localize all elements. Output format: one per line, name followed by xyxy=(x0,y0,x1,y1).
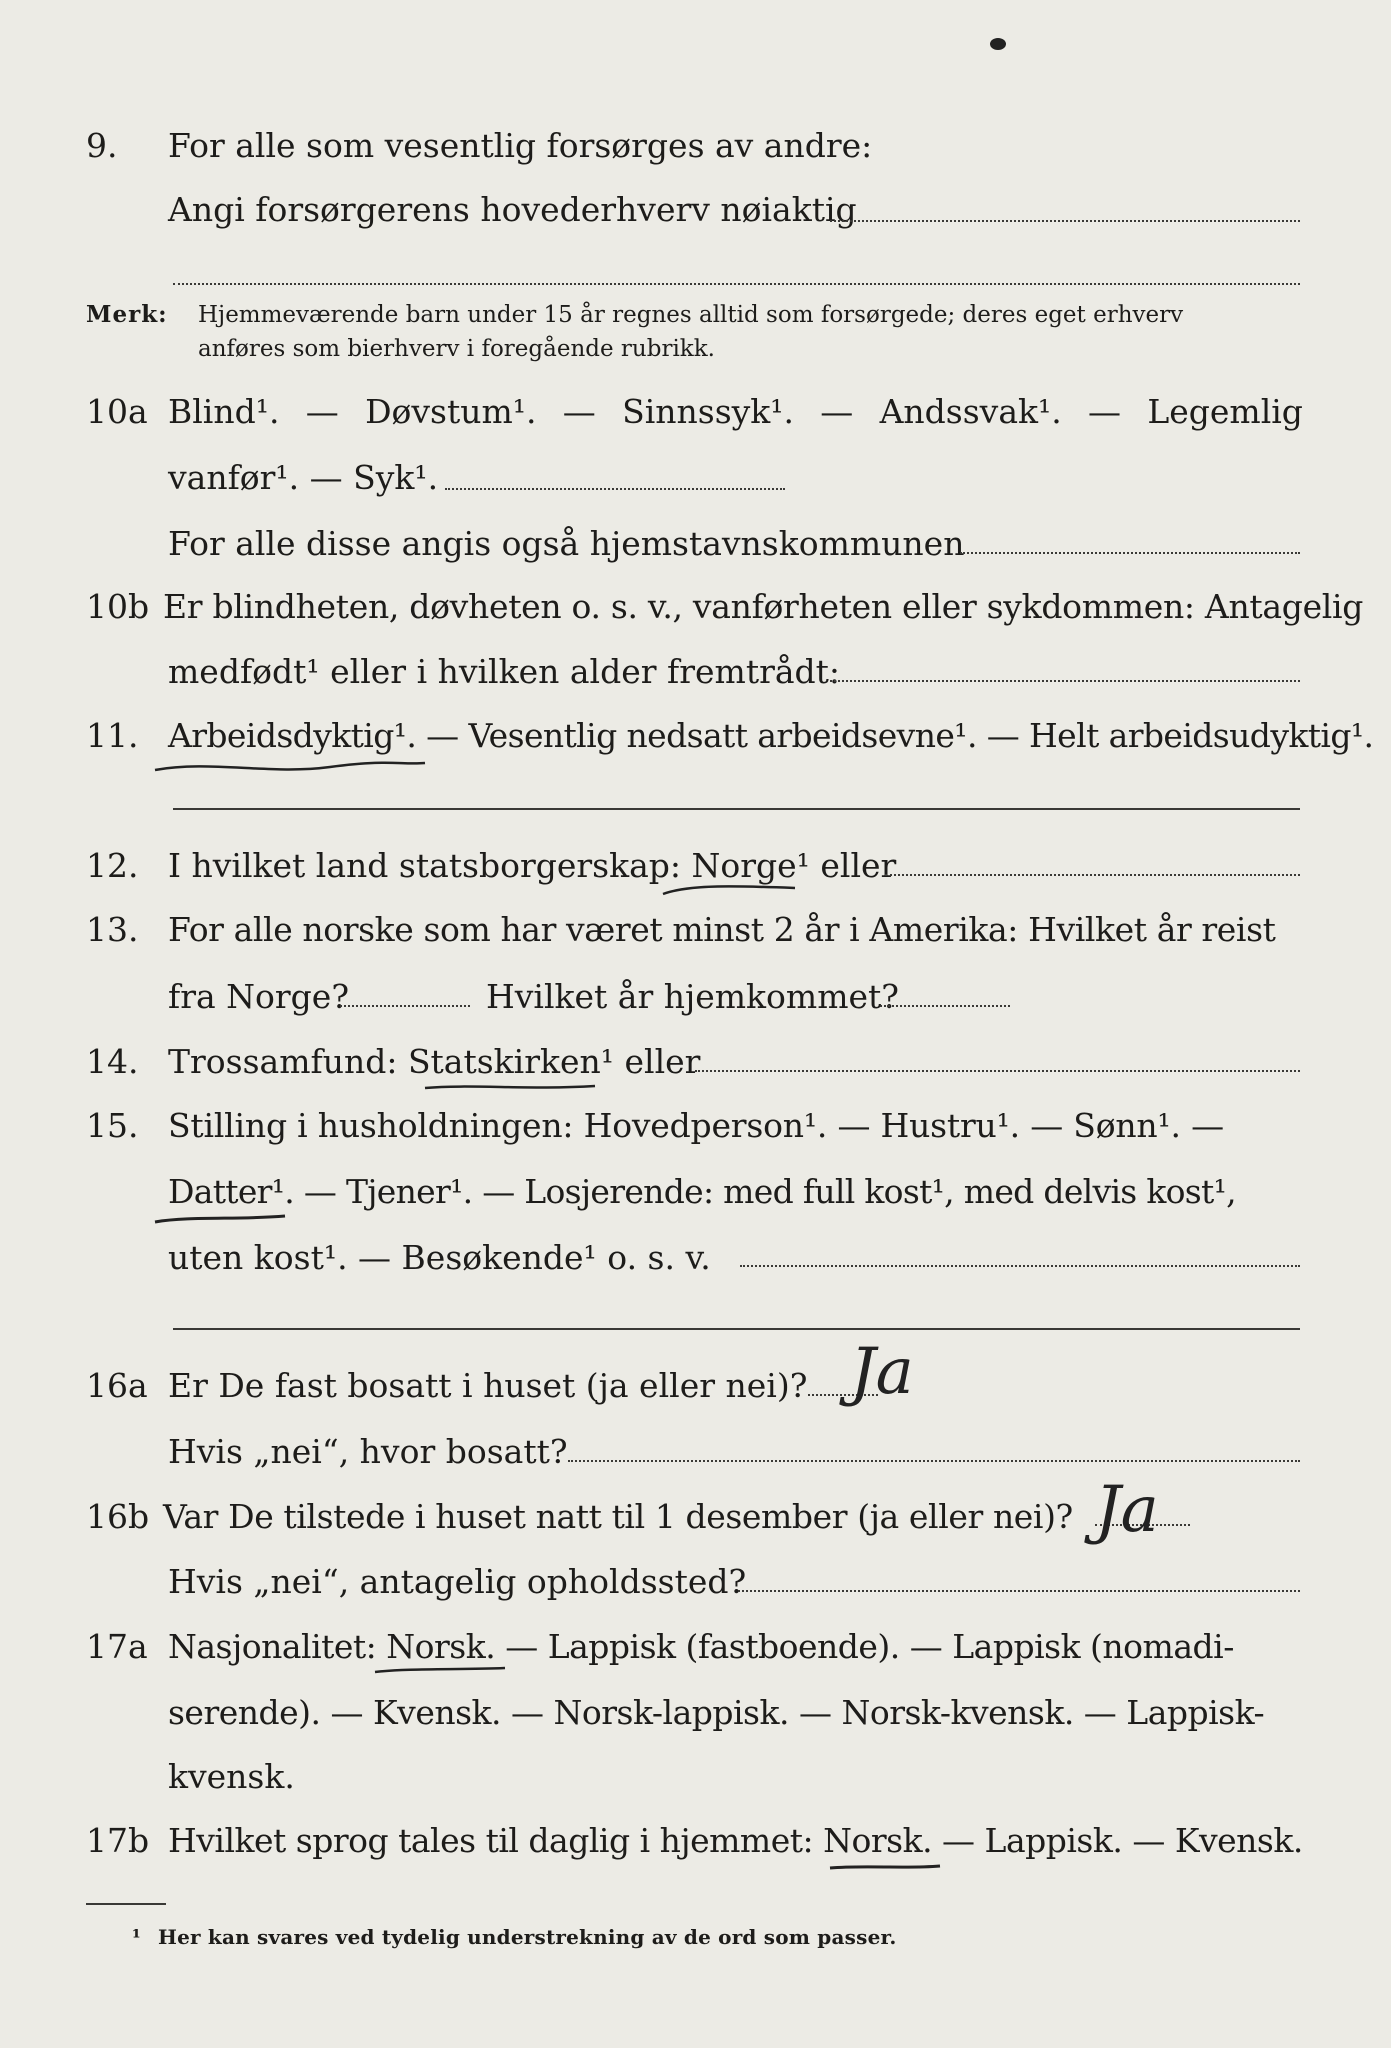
q10a-answer-field[interactable] xyxy=(445,488,785,490)
merk-label: Merk: xyxy=(86,301,168,328)
q11-separator xyxy=(173,808,1300,810)
footnote-rule xyxy=(86,1903,166,1905)
q9-answer-field[interactable] xyxy=(830,220,1300,222)
q15-text-3: uten kost¹. — Besøkende¹ o. s. v. xyxy=(168,1238,711,1277)
q10a-word-dovstum: Døvstum¹. xyxy=(365,392,537,431)
q14-underline-mark xyxy=(420,1078,600,1098)
q10a-word-blind: Blind¹. xyxy=(168,392,280,431)
q10a-text xyxy=(168,390,1303,434)
q15-text: Stilling i husholdningen: Hovedperson¹. — Hustru¹. — Sønn¹. — xyxy=(168,1106,1224,1145)
q16b-text: Var De tilstede i huset natt til 1 desember (ja eller nei)? xyxy=(163,1497,1073,1536)
merk-text-1: Hjemmeværende barn under 15 år regnes alltid som forsørgede; deres eget erhverv xyxy=(198,302,1184,328)
q17a-text: Nasjonalitet: Norsk. — Lappisk (fastboende). — Lappisk (nomadi- xyxy=(168,1627,1234,1666)
q16a-text: Er De fast bosatt i huset (ja eller nei)? xyxy=(168,1366,808,1405)
q17b-underline-mark xyxy=(825,1860,945,1876)
q10b-text-2: medfødt¹ eller i hvilken alder fremtrådt: xyxy=(168,652,841,691)
q12-underline-mark xyxy=(660,880,800,900)
q16b-text-2: Hvis „nei“, antagelig opholdssted? xyxy=(168,1562,747,1601)
q15-number: 15. xyxy=(86,1106,139,1145)
q13-text-2b: Hvilket år hjemkommet? xyxy=(486,977,899,1016)
q13-reist-field[interactable] xyxy=(340,1005,470,1007)
q9-text: For alle som vesentlig forsørges av andre: xyxy=(168,126,873,165)
footnote-text: Her kan svares ved tydelig understrekning av de ord som passer. xyxy=(158,1925,897,1949)
q17b-text: Hvilket sprog tales til daglig i hjemmet: Norsk. — Lappisk. — Kvensk. xyxy=(168,1821,1303,1860)
q15-answer-field[interactable] xyxy=(740,1265,1300,1267)
q10a-word-andssvak: Andssvak¹. xyxy=(879,392,1062,431)
q16a-handwritten-answer: Ja xyxy=(850,1335,914,1409)
q13-text-2a: fra Norge? xyxy=(168,977,350,1016)
footnote-mark: ¹ xyxy=(132,1925,141,1949)
q16b-opholdssted-field[interactable] xyxy=(738,1590,1300,1592)
q9-answer-field-2[interactable] xyxy=(173,283,1300,285)
q10a-text-3: For alle disse angis også hjemstavnskommunen xyxy=(168,524,965,563)
merk-text-2: anføres som bierhverv i foregående rubrikk. xyxy=(198,336,715,362)
q17a-underline-mark xyxy=(370,1660,510,1680)
q17a-text-2: serende). — Kvensk. — Norsk-lappisk. — Norsk-kvensk. — Lappisk- xyxy=(168,1693,1265,1732)
q10a-number: 10a xyxy=(86,392,148,431)
q10a-dash-2: — xyxy=(562,392,596,431)
q16a-text-2: Hvis „nei“, hvor bosatt? xyxy=(168,1432,568,1471)
q12-number: 12. xyxy=(86,846,139,885)
q15-separator xyxy=(173,1328,1300,1330)
q16a-number: 16a xyxy=(86,1366,148,1405)
q17a-number: 17a xyxy=(86,1627,148,1666)
q11-text: Arbeidsdyktig¹. — Vesentlig nedsatt arbeidsevne¹. — Helt arbeidsudyktig¹. xyxy=(168,716,1374,755)
q14-text: Trossamfund: Statskirken¹ eller xyxy=(168,1042,701,1081)
q12-text: I hvilket land statsborgerskap: Norge¹ eller xyxy=(168,846,897,885)
q16a-bosatt-field[interactable] xyxy=(568,1460,1300,1462)
q10b-answer-field[interactable] xyxy=(830,680,1300,682)
q10a-hjemstavn-field[interactable] xyxy=(960,552,1300,554)
q11-underline-mark xyxy=(150,755,430,785)
q15-text-2: Datter¹. — Tjener¹. — Losjerende: med full kost¹, med delvis kost¹, xyxy=(168,1172,1236,1211)
q10a-dash-3: — xyxy=(820,392,854,431)
q11-number: 11. xyxy=(86,716,139,755)
q10a-text-2: vanfør¹. — Syk¹. xyxy=(168,458,439,497)
q17b-number: 17b xyxy=(86,1821,150,1860)
q16b-handwritten-answer: Ja xyxy=(1095,1473,1159,1547)
q10a-word-sinnssyk: Sinnssyk¹. xyxy=(622,392,794,431)
q13-number: 13. xyxy=(86,910,139,949)
q16b-number: 16b xyxy=(86,1497,150,1536)
q10a-word-legemlig: Legemlig xyxy=(1147,392,1303,431)
q13-text: For alle norske som har været minst 2 år i Amerika: Hvilket år reist xyxy=(168,910,1276,949)
q14-answer-field[interactable] xyxy=(695,1070,1300,1072)
q13-hjemkommet-field[interactable] xyxy=(880,1005,1010,1007)
q17a-text-3: kvensk. xyxy=(168,1757,295,1796)
ink-spot xyxy=(990,38,1006,50)
q10b-number: 10b xyxy=(86,587,150,626)
q10b-text: Er blindheten, døvheten o. s. v., vanførheten eller sykdommen: Antagelig xyxy=(163,587,1364,626)
q10a-dash-4: — xyxy=(1088,392,1122,431)
q14-number: 14. xyxy=(86,1042,139,1081)
q15-underline-mark xyxy=(150,1210,290,1230)
q12-answer-field[interactable] xyxy=(885,874,1300,876)
q10a-dash-1: — xyxy=(305,392,339,431)
q9-text-2: Angi forsørgerens hovederhverv nøiaktig xyxy=(168,190,857,229)
q9-number: 9. xyxy=(86,126,118,165)
